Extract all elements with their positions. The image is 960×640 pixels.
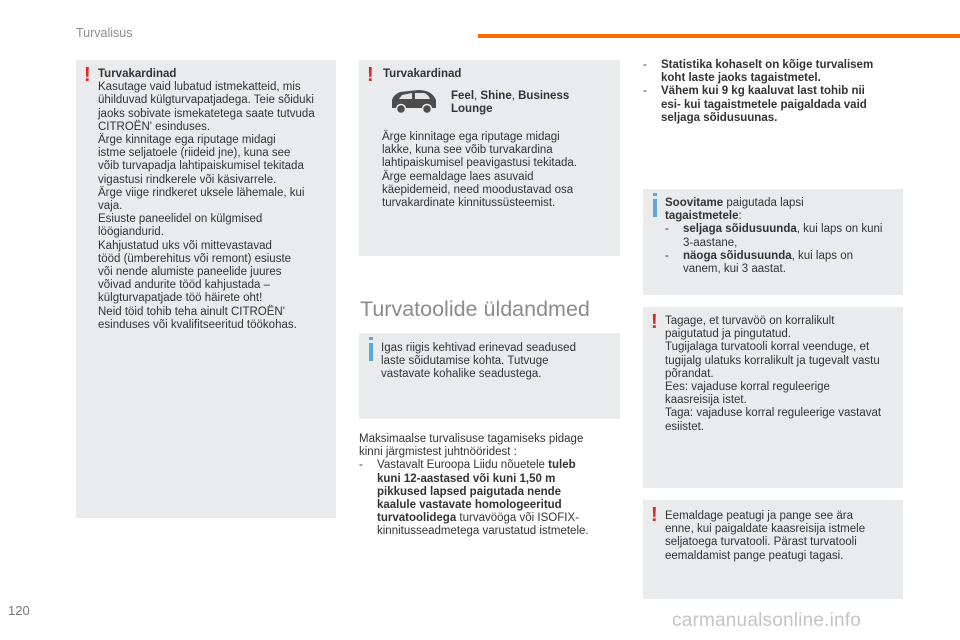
box-text-line: paigutatud ja pingutatud. [665, 328, 791, 341]
box-text-line: löögiandurid. [98, 226, 164, 239]
box-text-line: lahtipaiskumisel peavigastusi tekitada. [382, 157, 577, 170]
box-text-line: Kahjustatud uks või mittevastavad [98, 239, 272, 252]
section-title: Turvatoolide üldandmed [360, 297, 590, 321]
box-text-line: eemaldamist pange peatugi tagasi. [665, 549, 844, 562]
box-text-line: esiistet. [665, 420, 704, 433]
box-text-line: ühilduvad külgturvapatjadega. Teie sõiduki [98, 94, 314, 107]
header-accent-bar [478, 34, 960, 38]
box-text-line: enne, kui paigaldate kaasreisija istmele [665, 523, 866, 536]
box-text-line: vaja. [98, 200, 123, 213]
box-text-line: Igas riigis kehtivad erinevad seadused [381, 342, 576, 354]
box-text-line: laste sõidutamise kohta. Tutvuge [381, 355, 549, 368]
box-text-line: turvakardinate kinnitussüsteemist. [382, 197, 556, 210]
warning-icon: ! [651, 311, 658, 333]
page-number: 120 [8, 603, 30, 618]
warning-box-headrest [643, 500, 903, 599]
box-text-line: vastavate kohalike seadustega. [381, 368, 542, 381]
box-text-line: Ärge eemaldage laes asuvaid [382, 170, 534, 183]
box-text-line: esinduses või kvalifitseeritud töökohas. [98, 318, 297, 331]
section-header: Turvalisus [76, 26, 133, 40]
box-text-line: CITROËN' esinduses. [98, 120, 211, 133]
box-text-line: Ärge kinnitage ega riputage midagi [98, 134, 276, 147]
box-text-line: külgturvapatjade töö häirete oht! [98, 292, 263, 305]
box-text-line: Tugijalaga turvatooli korral veenduge, et [665, 341, 870, 354]
trim-levels: Feel, Shine, Business Lounge [451, 90, 570, 116]
box-text-line: Ärge kinnitage ega riputage midagi [382, 131, 560, 143]
info-icon [653, 199, 657, 217]
box-text-line: jaoks sobivate ismekatetega saate tutvuda [98, 107, 315, 120]
box-text-line: Taga: vajaduse korral reguleerige vastavat [665, 407, 882, 420]
info-icon [369, 343, 373, 361]
box-text-line: kaasreisija istet. [665, 394, 747, 407]
box-text-line: Eemaldage peatugi ja pange see ära [665, 510, 853, 522]
body-text: Maksimaalse turvalisuse tagamiseks pidage kinni järgmistest juhtnööridest : - Vastavalt Euroopa Liidu nõuetele tuleb kuni 12-aastased või kuni 1,50 m pikkused lapsed paigutada nende kaalule vastavate homologeeritud turvatoolidega turvavööga või ISOFIX- kinnitusseadmetega varustatud istmetele. [359, 433, 589, 538]
box-text-line: või nende alumiste paneelide juures [98, 266, 282, 279]
box-text-line: põrandat. [665, 367, 714, 380]
box-text-line: istme seljatoele (riideid jne), kuna see [98, 147, 291, 160]
box-text-line: tööd (ümberehitus või remont) esiuste [98, 252, 292, 265]
info-box-recommendation: Soovitame paigutada lapsi tagaistmetele: - seljaga sõidusuunda, kui laps on kuni 3-aastane, - näoga sõidusuunda, kui laps on vanem, kui 3 aastat. [643, 189, 903, 295]
van-icon [388, 86, 440, 116]
box-text-line: käepidemeid, need moodustavad osa [382, 183, 574, 196]
box-text-line: Ees: vajaduse korral reguleerige [665, 381, 830, 394]
box-text-line: tugijalg ulatuks korralikult ja tugevalt vastu [665, 354, 880, 367]
box-text-line: Esiuste paneelidel on külgmised [98, 213, 263, 226]
box-heading: Turvakardinad [98, 68, 177, 80]
box-text-line: võib turvapadja lahtipaiskumisel tekitada [98, 160, 304, 173]
box-text-line: Ärge viige rindkeret uksele lähemale, kui [98, 186, 305, 199]
box-heading: Turvakardinad [383, 68, 462, 80]
warning-icon: ! [367, 64, 374, 86]
statistics-list: - Statistika kohaselt on kõige turvalisem koht laste jaoks tagaistmetel. - Vähem kui 9 kg kaaluvat last tohib nii esi- kui tagaistmetele paigaldada vaid seljaga sõidusuunas. [643, 59, 874, 124]
box-text-line: Kasutage vaid lubatud istmekatteid, mis [98, 81, 301, 94]
warning-icon: ! [84, 64, 91, 86]
box-text-line: vigastusi rindkerele või käsivarrele. [98, 173, 277, 186]
box-text-line: võivad andurite tööd kahjustada – [98, 279, 270, 292]
box-text-line: lakke, kuna see võib turvakardina [382, 144, 553, 157]
box-text-line: Tagage, et turvavöö on korralikult [665, 315, 835, 327]
warning-box-seatbelt [643, 307, 903, 488]
box-text-line: Neid töid tohib teha ainult CITROËN' [98, 305, 285, 318]
info-box-local-laws [359, 333, 620, 419]
warning-icon: ! [651, 504, 658, 526]
box-text-line: seljatoega turvatooli. Pärast turvatooli [665, 536, 857, 549]
watermark: carmanualsonline.info [672, 610, 862, 631]
warning-box-curtain-airbags-1 [76, 60, 336, 518]
